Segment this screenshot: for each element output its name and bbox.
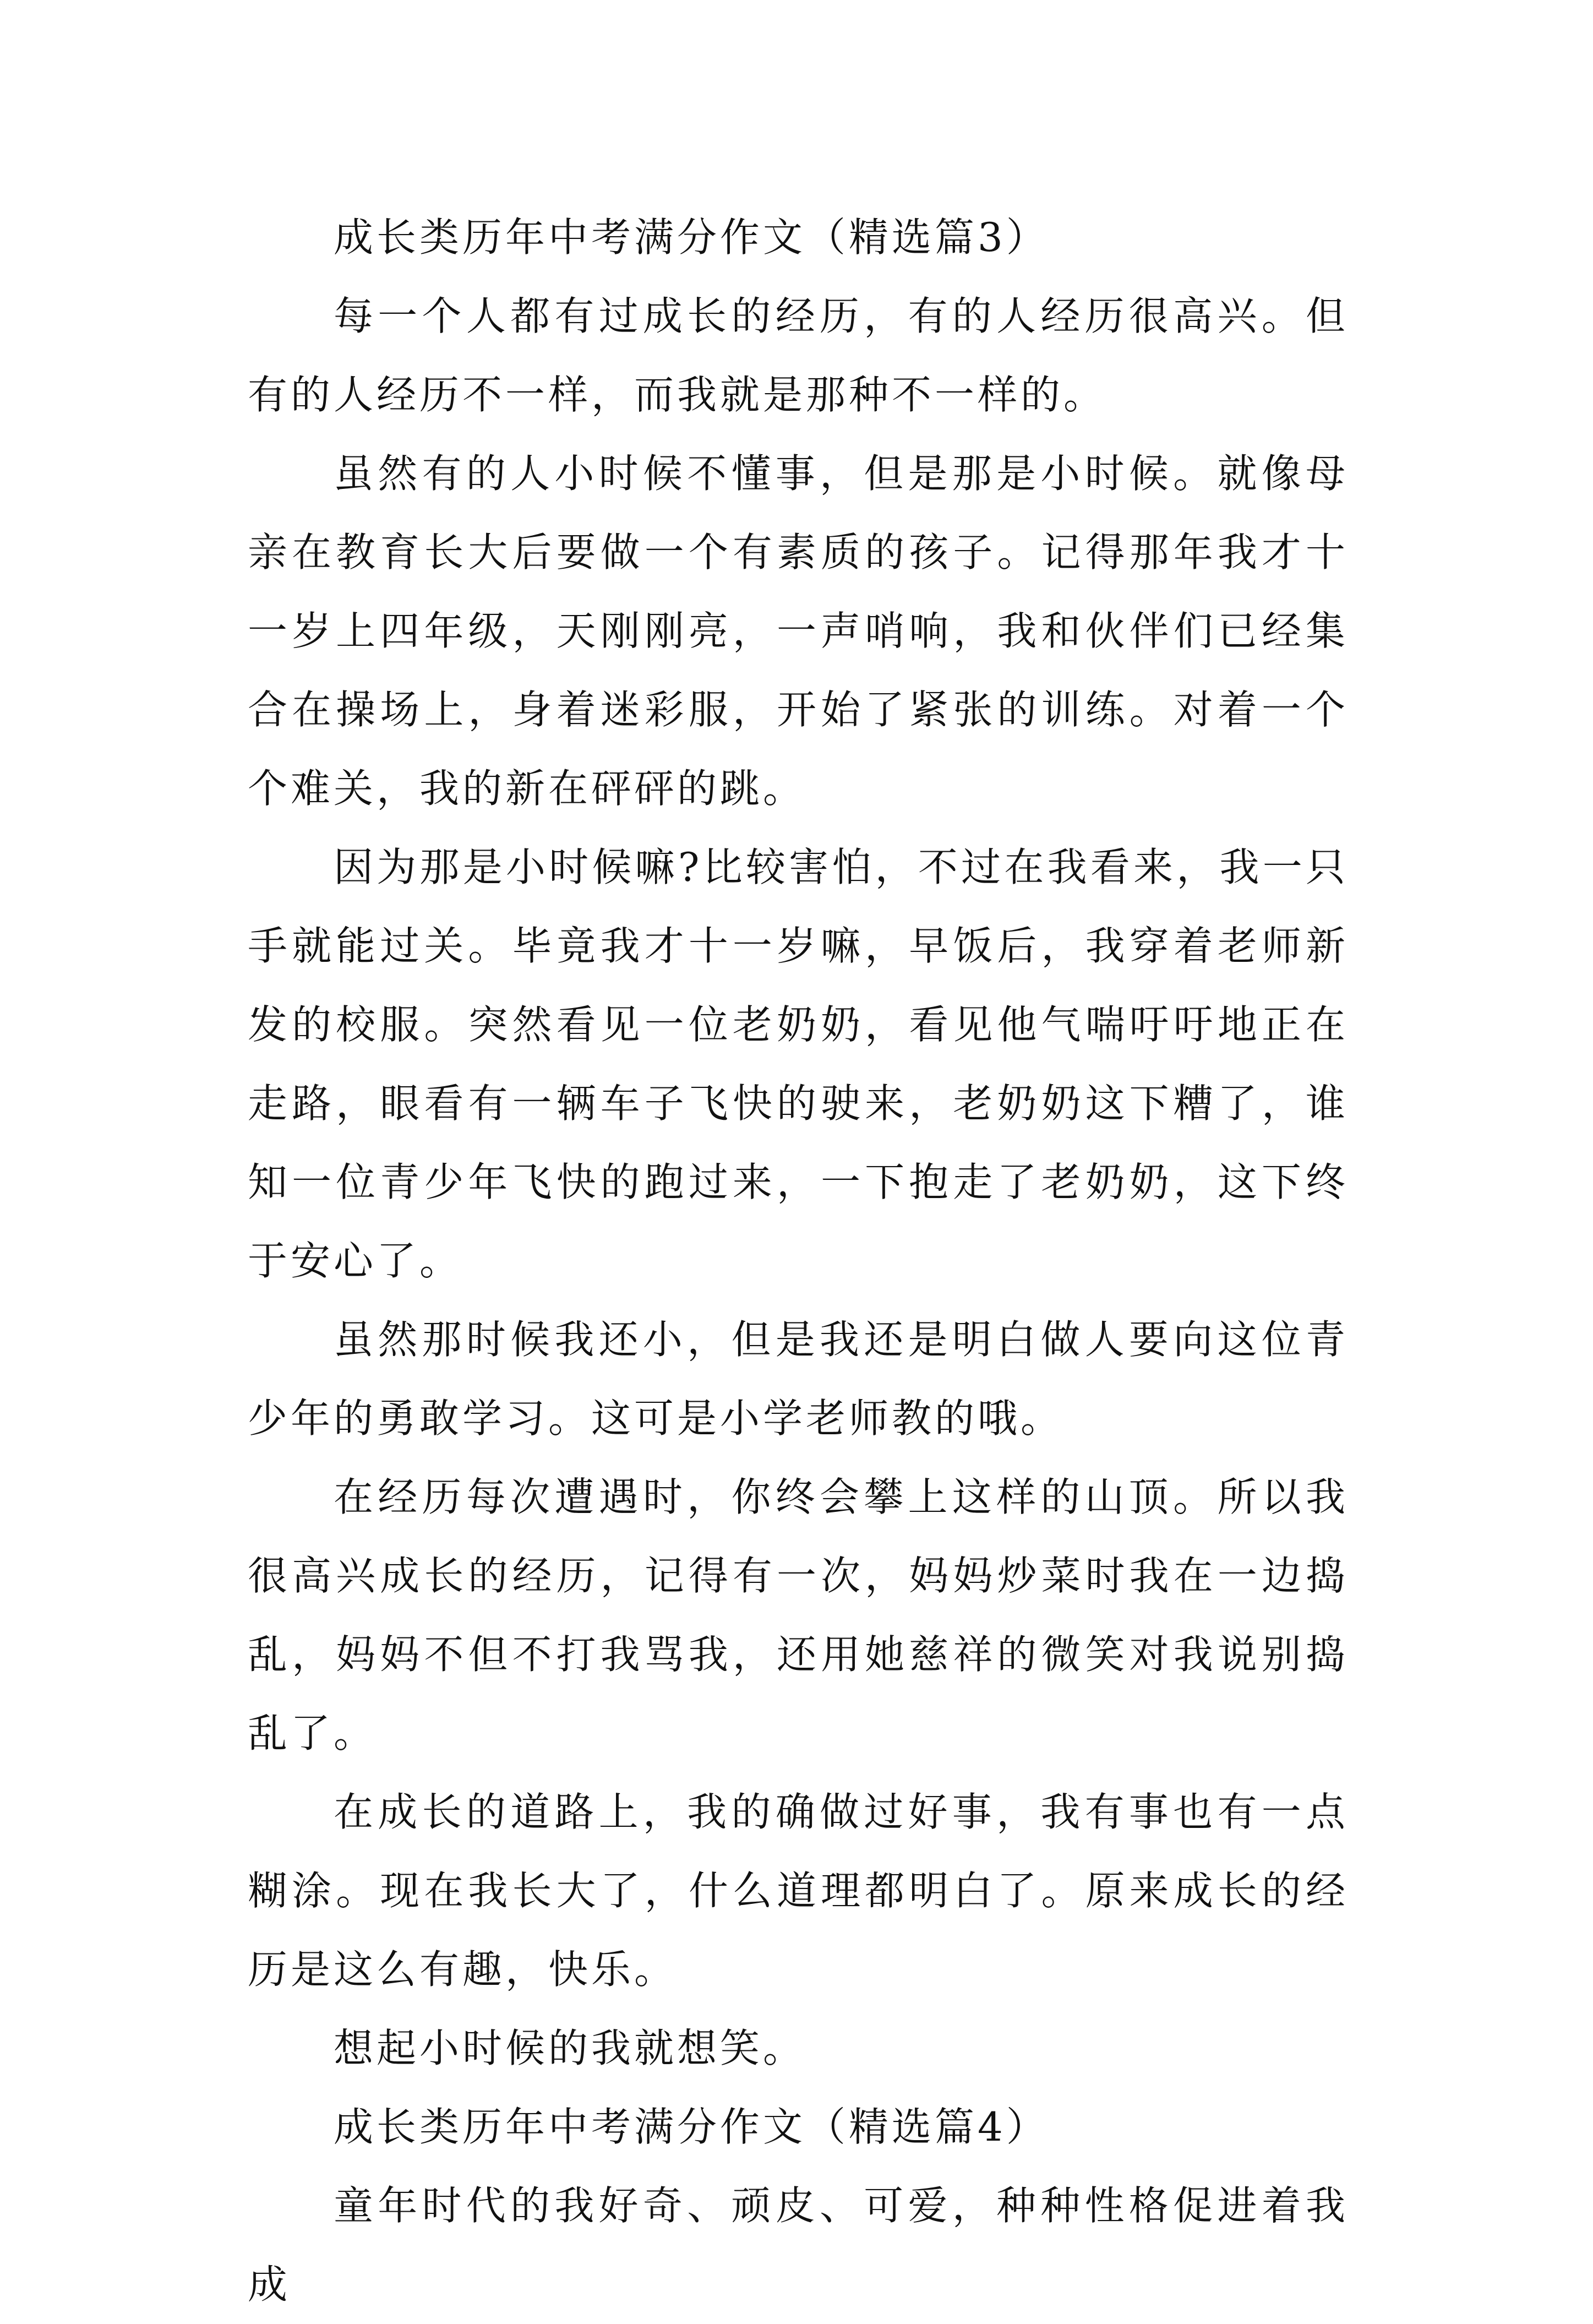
paragraph: 想起小时候的我就想笑。 (334, 2025, 806, 2071)
section-heading-3: 成长类历年中考满分作文（精选篇3） (334, 214, 1049, 260)
paragraph: 因为那是小时候嘛?比较害怕，不过在我看来，我一只手就能过关。毕竟我才十一岁嘛，早饭后，我穿着老师新发的校服。突然看见一位老奶奶，看见他气喘吁吁地正在走路，眼看有一辆车子飞快的驶来，老奶奶这下糟了，谁知一位青少年飞快的跑过来，一下抱走了老奶奶，这下终于安心了。 (248, 844, 1349, 1284)
paragraph: 在经历每次遭遇时，你终会攀上这样的山顶。所以我很高兴成长的经历，记得有一次，妈妈炒菜时我在一边捣乱，妈妈不但不打我骂我，还用她慈祥的微笑对我说别捣乱了。 (248, 1474, 1349, 1756)
paragraph: 虽然那时候我还小，但是我还是明白做人要向这位青少年的勇敢学习。这可是小学老师教的哦。 (248, 1316, 1349, 1441)
paragraph: 在成长的道路上，我的确做过好事，我有事也有一点糊涂。现在我长大了，什么道理都明白了。原来成长的经历是这么有趣，快乐。 (248, 1789, 1349, 1993)
paragraph: 每一个人都有过成长的经历，有的人经历很高兴。但有的人经历不一样，而我就是那种不一样的。 (248, 293, 1349, 418)
document-body (248, 198, 1349, 2324)
section-heading-4: 成长类历年中考满分作文（精选篇4） (334, 2104, 1049, 2150)
paragraph: 虽然有的人小时候不懂事，但是那是小时候。就像母亲在教育长大后要做一个有素质的孩子。记得那年我才十一岁上四年级，天刚刚亮，一声哨响，我和伙伴们已经集合在操场上，身着迷彩服，开始了紧张的训练。对着一个个难关，我的新在砰砰的跳。 (248, 450, 1349, 812)
paragraph: 童年时代的我好奇、顽皮、可爱，种种性格促进着我成 (248, 2183, 1349, 2307)
